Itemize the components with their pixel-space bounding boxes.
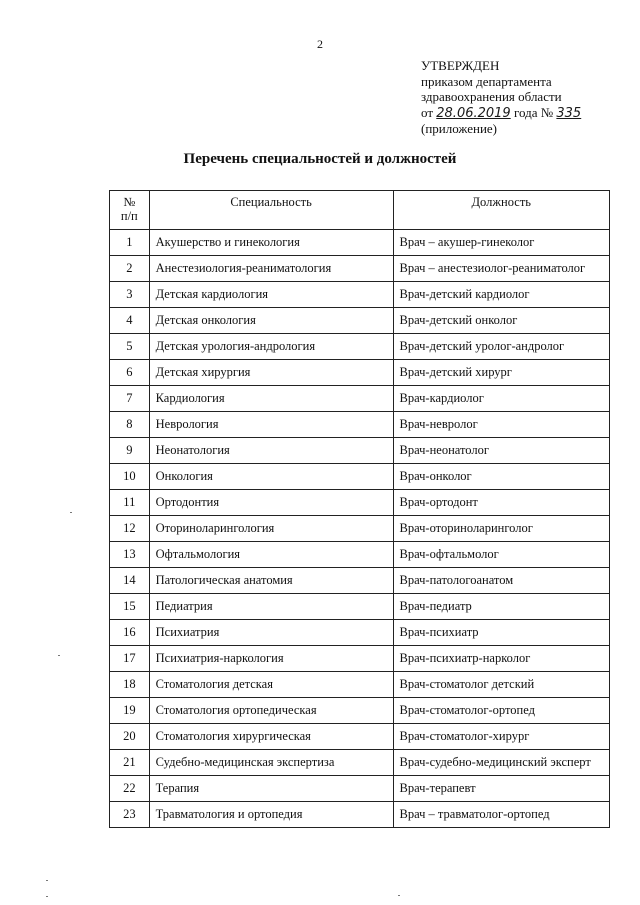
row-position: Врач-неонатолог xyxy=(393,438,609,464)
approval-department-line: здравоохранения области xyxy=(421,89,562,104)
row-number: 11 xyxy=(110,490,150,516)
row-specialty: Ортодонтия xyxy=(149,490,393,516)
row-specialty: Детская кардиология xyxy=(149,282,393,308)
row-number: 2 xyxy=(110,256,150,282)
header-number-sign: № xyxy=(123,195,136,209)
row-specialty: Судебно-медицинская экспертиза xyxy=(149,750,393,776)
row-number: 1 xyxy=(110,230,150,256)
row-position: Врач – травматолог-ортопед xyxy=(393,802,609,828)
table-header-row xyxy=(110,191,610,230)
row-specialty: Психиатрия xyxy=(149,620,393,646)
margin-mark xyxy=(46,896,48,897)
row-position: Врач-онколог xyxy=(393,464,609,490)
row-position: Врач – акушер-гинеколог xyxy=(393,230,609,256)
table-row xyxy=(110,594,610,620)
table-row xyxy=(110,282,610,308)
row-number: 13 xyxy=(110,542,150,568)
margin-mark xyxy=(398,895,400,896)
row-number: 17 xyxy=(110,646,150,672)
margin-mark xyxy=(70,512,72,513)
row-number: 21 xyxy=(110,750,150,776)
row-specialty: Кардиология xyxy=(149,386,393,412)
header-number-abbr: п/п xyxy=(120,209,138,223)
table-row xyxy=(110,438,610,464)
row-specialty: Стоматология детская xyxy=(149,672,393,698)
table-body xyxy=(110,230,610,828)
row-position: Врач-кардиолог xyxy=(393,386,609,412)
table-row xyxy=(110,464,610,490)
document-title: Перечень специальностей и должностей xyxy=(183,151,457,167)
row-specialty: Терапия xyxy=(149,776,393,802)
table-row xyxy=(110,750,610,776)
date-suffix: года xyxy=(513,104,538,120)
row-specialty: Психиатрия-наркология xyxy=(149,646,393,672)
row-specialty: Травматология и ортопедия xyxy=(149,802,393,828)
row-number: 15 xyxy=(110,594,150,620)
table-row xyxy=(110,386,610,412)
row-position: Врач-детский уролог-андролог xyxy=(393,334,609,360)
row-number: 9 xyxy=(110,438,150,464)
table-row xyxy=(110,490,610,516)
table-row xyxy=(110,412,610,438)
row-position: Врач-невролог xyxy=(393,412,609,438)
approval-stamp xyxy=(421,58,581,137)
margin-mark xyxy=(58,655,60,656)
row-position: Врач-детский онколог xyxy=(393,308,609,334)
table-row xyxy=(110,698,610,724)
row-position: Врач-терапевт xyxy=(393,776,609,802)
row-number: 22 xyxy=(110,776,150,802)
row-number: 23 xyxy=(110,802,150,828)
header-position: Должность xyxy=(393,191,609,230)
handwritten-order-number: 335 xyxy=(556,105,582,121)
row-position: Врач-детский кардиолог xyxy=(393,282,609,308)
margin-mark xyxy=(46,880,48,881)
header-specialty: Специальность xyxy=(149,191,393,230)
row-specialty: Онкология xyxy=(149,464,393,490)
row-specialty: Педиатрия xyxy=(149,594,393,620)
table-row xyxy=(110,646,610,672)
row-specialty: Неонатология xyxy=(149,438,393,464)
row-specialty: Патологическая анатомия xyxy=(149,568,393,594)
row-number: 6 xyxy=(110,360,150,386)
row-specialty: Детская хирургия xyxy=(149,360,393,386)
row-position: Врач-стоматолог-хирург xyxy=(393,724,609,750)
row-specialty: Анестезиология-реаниматология xyxy=(149,256,393,282)
row-position: Врач-педиатр xyxy=(393,594,609,620)
table-row xyxy=(110,568,610,594)
row-specialty: Стоматология хирургическая xyxy=(149,724,393,750)
table-row xyxy=(110,230,610,256)
row-position: Врач-офтальмолог xyxy=(393,542,609,568)
row-number: 3 xyxy=(110,282,150,308)
table-row xyxy=(110,360,610,386)
row-number: 10 xyxy=(110,464,150,490)
row-position: Врач-оториноларинголог xyxy=(393,516,609,542)
table-row xyxy=(110,308,610,334)
row-position: Врач – анестезиолог-реаниматолог xyxy=(393,256,609,282)
table-row xyxy=(110,256,610,282)
table-row xyxy=(110,516,610,542)
approval-date-line xyxy=(421,105,581,122)
row-number: 20 xyxy=(110,724,150,750)
date-prefix: от xyxy=(421,104,434,120)
row-specialty: Стоматология ортопедическая xyxy=(149,698,393,724)
table-row xyxy=(110,802,610,828)
row-number: 18 xyxy=(110,672,150,698)
row-number: 8 xyxy=(110,412,150,438)
row-specialty: Офтальмология xyxy=(149,542,393,568)
table-row xyxy=(110,672,610,698)
row-position: Врач-стоматолог-ортопед xyxy=(393,698,609,724)
row-number: 14 xyxy=(110,568,150,594)
specialties-table xyxy=(109,190,610,828)
row-position: Врач-психиатр xyxy=(393,620,609,646)
row-specialty: Неврология xyxy=(149,412,393,438)
row-number: 7 xyxy=(110,386,150,412)
row-number: 4 xyxy=(110,308,150,334)
row-position: Врач-ортодонт xyxy=(393,490,609,516)
row-position: Врач-детский хирург xyxy=(393,360,609,386)
number-sign: № xyxy=(540,104,554,120)
header-number xyxy=(110,191,150,230)
approval-order-line: приказом департамента xyxy=(421,73,552,89)
row-position: Врач-стоматолог детский xyxy=(393,672,609,698)
approval-heading: УТВЕРЖДЕН xyxy=(421,58,500,73)
row-position: Врач-судебно-медицинский эксперт xyxy=(393,750,609,776)
approval-appendix-line: (приложение) xyxy=(421,121,498,136)
row-specialty: Оториноларингология xyxy=(149,516,393,542)
handwritten-date: 28.06.2019 xyxy=(436,105,511,121)
row-specialty: Акушерство и гинекология xyxy=(149,230,393,256)
row-number: 16 xyxy=(110,620,150,646)
row-position: Врач-психиатр-нарколог xyxy=(393,646,609,672)
row-position: Врач-патологоанатом xyxy=(393,568,609,594)
table-row xyxy=(110,776,610,802)
table-row xyxy=(110,620,610,646)
row-specialty: Детская урология-андрология xyxy=(149,334,393,360)
table-row xyxy=(110,724,610,750)
page-number: 2 xyxy=(317,37,323,51)
table-row xyxy=(110,542,610,568)
row-number: 12 xyxy=(110,516,150,542)
row-number: 5 xyxy=(110,334,150,360)
row-number: 19 xyxy=(110,698,150,724)
row-specialty: Детская онкология xyxy=(149,308,393,334)
table-row xyxy=(110,334,610,360)
